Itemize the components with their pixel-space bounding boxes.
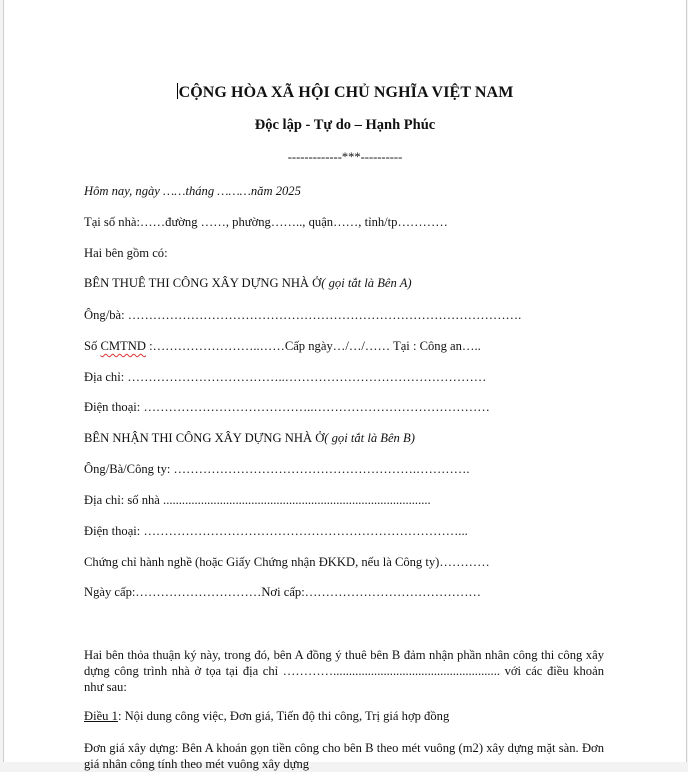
article-1-heading <box>84 709 449 724</box>
price-paragraph: Đơn giá xây dựng: Bên A khoán gọn tiền công cho bên B theo mét vuông (m2) xây dựng mặt sàn. Đơn giá nhân công tính theo mét vuông xây dựng <box>84 741 604 771</box>
party-a-heading-note: ( gọi tắt là Bên A) <box>321 276 412 290</box>
party-a-id-rest: :……………………..……Cấp ngày…/…/…… Tại : Công an….. <box>145 339 481 353</box>
party-a-id-prefix: Số <box>84 339 101 353</box>
article-1-title: : Nội dung công việc, Đơn giá, Tiến độ thi công, Trị giá hợp đồng <box>117 709 450 723</box>
article-1-label: Điều 1 <box>84 709 118 723</box>
party-a-heading-text: BÊN THUÊ THI CÔNG XÂY DỰNG NHÀ Ở <box>84 276 322 290</box>
document-title-text: CỘNG HÒA XÃ HỘI CHỦ NGHĨA VIỆT NAM <box>178 84 514 101</box>
party-a-heading <box>84 276 412 291</box>
party-b-heading-note: ( gọi tắt là Bên B) <box>324 431 415 445</box>
party-a-id-label: CMTND <box>100 339 146 353</box>
address-line: Tại số nhà:……đường ……, phường…….., quận……, tỉnh/tp………… <box>84 215 448 229</box>
parties-intro: Hai bên gồm có: <box>84 246 168 260</box>
party-a-name-line: Ông/bà: …………………………………………………………………………………. <box>84 308 522 322</box>
party-b-heading-text: BÊN NHẬN THI CÔNG XÂY DỰNG NHÀ Ở <box>84 431 325 445</box>
party-a-phone-line: Điện thoại: …………………………………..…………………………………… <box>84 400 490 414</box>
document-title <box>4 83 686 102</box>
agreement-paragraph: Hai bên thỏa thuận ký này, trong đó, bên A đồng ý thuê bên B đảm nhận phần nhân công thi công xây dựng công trình nhà ở tọa tại địa chỉ …………..................................................... với các điều khoản như sau: <box>84 648 604 694</box>
motto: Độc lập - Tự do – Hạnh Phúc <box>254 117 436 133</box>
document-page <box>3 0 687 771</box>
date-line: Hôm nay, ngày ……tháng ………năm 2025 <box>84 184 301 198</box>
party-b-license-line: Chứng chỉ hành nghề (hoặc Giấy Chứng nhận ĐKKD, nếu là Công ty)………… <box>84 555 490 569</box>
party-b-heading <box>84 431 415 446</box>
separator: -------------***---------- <box>287 150 403 164</box>
text-cursor <box>177 83 178 99</box>
party-a-id-line <box>84 339 481 354</box>
party-a-address-line: Địa chỉ: ………………………………..………………………………………… <box>84 370 487 384</box>
party-b-name-line: Ông/Bà/Công ty: ………………………………………………….…………. <box>84 462 470 476</box>
party-b-phone-line: Điện thoại: …………………………………………………………………... <box>84 524 468 538</box>
party-b-address-line: Địa chỉ: số nhà ..................................................................................... <box>84 493 431 507</box>
party-b-issue-line: Ngày cấp:…………………………Nơi cấp:…………………………………… <box>84 585 482 599</box>
